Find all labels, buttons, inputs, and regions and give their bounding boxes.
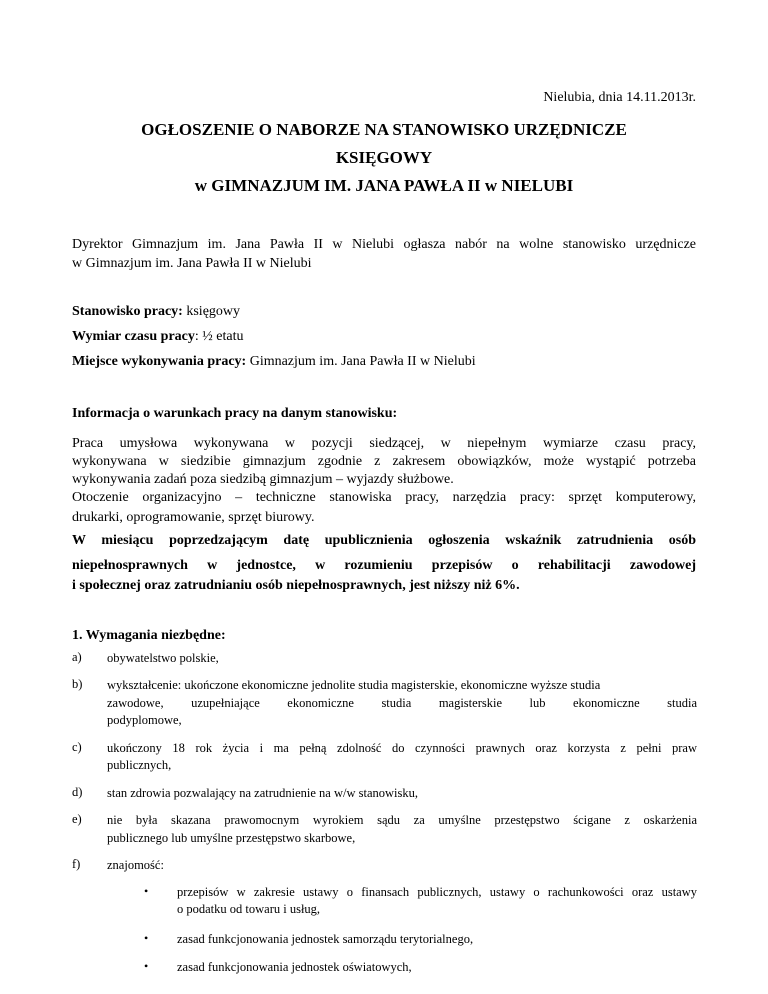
title-line-3: w GIMNAZJUM IM. JANA PAWŁA II w NIELUBI [194,176,574,195]
title-line-1: OGŁOSZENIE O NABORZE NA STANOWISKO URZĘDNICZE [141,120,627,139]
notice-line-3: i społecznej oraz zatrudnianiu osób niepełnosprawnych, jest niższy niż 6%. [72,578,520,593]
req-c-letter: c) [72,740,82,754]
knowledge-3-line-1: zasad funkcjonowania jednostek oświatowych, [177,960,412,974]
intro-line-2: w Gimnazjum im. Jana Pawła II w Nielubi [72,256,312,271]
knowledge-1-line-2: o podatku od towaru i usług, [177,902,321,916]
bullet-icon: • [144,959,149,973]
req-b-letter: b) [72,677,83,691]
hours-row [72,327,696,346]
conditions-line-1: Praca umysłowa wykonywana w pozycji siedzącej, w niepełnym wymiarze czasu pracy, [72,436,696,451]
req-e-line-2: publicznego lub umyślne przestępstwo skarbowe, [107,831,356,845]
req-c-line-1: ukończony 18 rok życia i ma pełną zdolność do czynności prawnych oraz korzysta z pełni praw [107,741,697,755]
req-d-line-1: stan zdrowia pozwalający na zatrudnienie na w/w stanowisku, [107,786,419,800]
bullet-icon: • [144,884,149,898]
conditions-line-2: wykonywana w siedzibie gimnazjum zgodnie z zakresem obowiązków, może wystąpić potrzeba [72,454,696,469]
notice-line-2: niepełnosprawnych w jednostce, w rozumieniu przepisów o rehabilitacji zawodowej [72,558,696,573]
hours-value: : ½ etatu [194,329,244,344]
position-value: księgowy [182,304,241,319]
knowledge-2-line-1: zasad funkcjonowania jednostek samorządu terytorialnego, [177,932,474,946]
req-f-letter: f) [72,857,81,871]
position-row [72,302,696,321]
req-e-letter: e) [72,812,82,826]
date-line: Nielubia, dnia 14.11.2013r. [543,90,696,105]
req-a-letter: a) [72,650,82,664]
place-value: Gimnazjum im. Jana Pawła II w Nielubi [246,354,476,369]
place-label: Miejsce wykonywania pracy: [72,354,247,369]
req-c-line-2: publicznych, [107,758,172,772]
conditions-line-4: Otoczenie organizacyjno – techniczne stanowiska pracy, narzędzia pracy: sprzęt komputerowy, [72,490,696,505]
bullet-icon: • [144,931,149,945]
requirements-heading: 1. Wymagania niezbędne: [72,628,226,643]
conditions-line-5: drukarki, oprogramowanie, sprzęt biurowy. [72,510,315,525]
place-row [72,352,696,371]
notice-line-1: W miesiącu poprzedzającym datę upublicznienia ogłoszenia wskaźnik zatrudnienia osób [72,533,696,548]
position-label: Stanowisko pracy: [72,304,183,319]
title-line-2: KSIĘGOWY [335,148,433,167]
req-b-line-3: podyplomowe, [107,713,182,727]
knowledge-1-line-1: przepisów w zakresie ustawy o finansach publicznych, ustawy o rachunkowości oraz ustawy [177,885,697,899]
req-e-line-1: nie była skazana prawomocnym wyrokiem sądu za umyślne przestępstwo ścigane z oskarżenia [107,813,697,827]
hours-label: Wymiar czasu pracy [72,329,195,344]
conditions-line-3: wykonywania zadań poza siedzibą gimnazjum – wyjazdy służbowe. [72,472,454,487]
intro-line-1: Dyrektor Gimnazjum im. Jana Pawła II w Nielubi ogłasza nabór na wolne stanowisko urzędnicze [72,237,696,252]
req-a-line-1: obywatelstwo polskie, [107,651,219,665]
req-b-line-2: zawodowe, uzupełniające ekonomiczne studia magisterskie lub ekonomiczne studia [107,696,697,710]
req-f-line-1: znajomość: [107,858,164,872]
req-b-line-1: wykształcenie: ukończone ekonomiczne jednolite studia magisterskie, ekonomiczne wyższe studia [107,678,601,692]
req-d-letter: d) [72,785,83,799]
conditions-heading: Informacja o warunkach pracy na danym stanowisku: [72,406,398,421]
